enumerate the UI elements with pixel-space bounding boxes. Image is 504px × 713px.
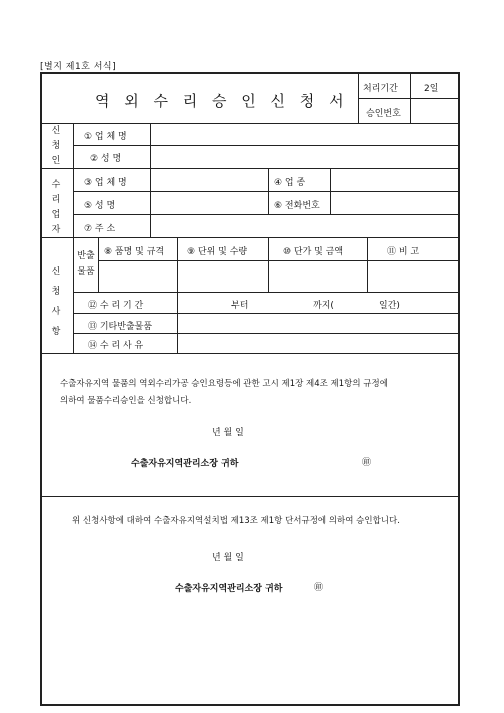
statement-date: 년 월 일 <box>212 428 244 438</box>
other-goods-row-line <box>73 333 459 334</box>
repairer-mid-col-line-2 <box>330 168 331 214</box>
processing-period-value: 2일 <box>424 84 439 94</box>
repairer-company-label: ③ 업 체 명 <box>84 178 127 188</box>
approval-date: 년 월 일 <box>212 553 244 563</box>
label-col-line <box>150 123 151 215</box>
applicant-label: 신청인 <box>51 126 61 166</box>
repair-until-label: 까지( <box>313 301 334 311</box>
processing-period-label: 처리기간 <box>363 84 398 94</box>
approval-line-1: 위 신청사항에 대하여 수출자유지역설치법 제13조 제1항 단서규정에 의하여 승인합니다. <box>72 516 400 526</box>
repair-days-label: 일간) <box>379 301 400 311</box>
repair-reason-label: ⑭ 수 리 사 유 <box>88 341 144 351</box>
section-col-line <box>73 123 74 353</box>
goods-header-line <box>98 260 459 261</box>
statement-seal-icon: ㊞ <box>362 458 372 468</box>
application-bottom-line <box>41 353 459 354</box>
repairer-mid-col-line <box>268 168 269 214</box>
lower-label-col-line <box>177 292 178 353</box>
header-mid-line <box>358 98 458 99</box>
other-goods-label: ⑬ 기타반출물품 <box>88 322 153 332</box>
export-goods-label: 반출물품 <box>77 251 95 277</box>
goods-col-line-3 <box>367 237 368 292</box>
phone-label: ⑥ 전화번호 <box>274 201 320 211</box>
header-bottom-line <box>41 123 459 124</box>
export-col-line <box>98 237 99 292</box>
repair-period-label: ⑫ 수 리 기 간 <box>88 301 144 311</box>
goods-col-line-2 <box>268 237 269 292</box>
approval-addressee: 수출자유지역관리소장 귀하 <box>175 584 283 594</box>
item-spec-label: ⑧ 품명 및 규격 <box>104 247 165 257</box>
application-label: 신청사항 <box>51 267 61 337</box>
applicant-company-label: ① 업 체 명 <box>84 132 127 142</box>
approval-seal-icon: ㊞ <box>314 583 324 593</box>
business-type-label: ④ 업 종 <box>274 178 306 188</box>
applicant-name-label: ② 성 명 <box>90 154 122 164</box>
statement-bottom-line <box>41 496 459 497</box>
address-label: ⑦ 주 소 <box>84 224 116 234</box>
repairer-bottom-line <box>41 237 459 238</box>
address-col-line <box>150 214 151 237</box>
statement-line-1: 수출자유지역 물품의 역외수리가공 승인요령등에 관한 고시 제1장 제4조 제1항의 규정에 <box>60 379 388 389</box>
remarks-label: ⑪ 비 고 <box>387 247 420 257</box>
approval-number-label: 승인번호 <box>366 109 401 119</box>
frame-bottom <box>40 704 460 706</box>
form-title: 역 외 수 리 승 인 신 청 서 <box>95 92 349 110</box>
repair-from-label: 부터 <box>231 301 249 311</box>
repairer-label: 수리업자 <box>51 180 61 235</box>
repairer-name-label: ⑤ 성 명 <box>84 201 116 211</box>
goods-bottom-line <box>73 292 459 293</box>
statement-addressee: 수출자유지역관리소장 귀하 <box>131 459 239 469</box>
applicant-row-line <box>73 145 459 146</box>
goods-col-line-1 <box>177 237 178 292</box>
period-row-line <box>73 313 459 314</box>
unit-qty-label: ⑨ 단위 및 수량 <box>187 247 248 257</box>
statement-line-2: 의하여 물품수리승인을 신청합니다. <box>60 396 192 406</box>
frame-top <box>40 72 460 74</box>
applicant-bottom-line <box>41 168 459 169</box>
form-number: [별지 제1호 서식] <box>40 62 117 72</box>
repairer-row-line-2 <box>73 214 459 215</box>
repairer-row-line-1 <box>73 191 459 192</box>
price-amount-label: ⑩ 단가 및 금액 <box>283 247 344 257</box>
